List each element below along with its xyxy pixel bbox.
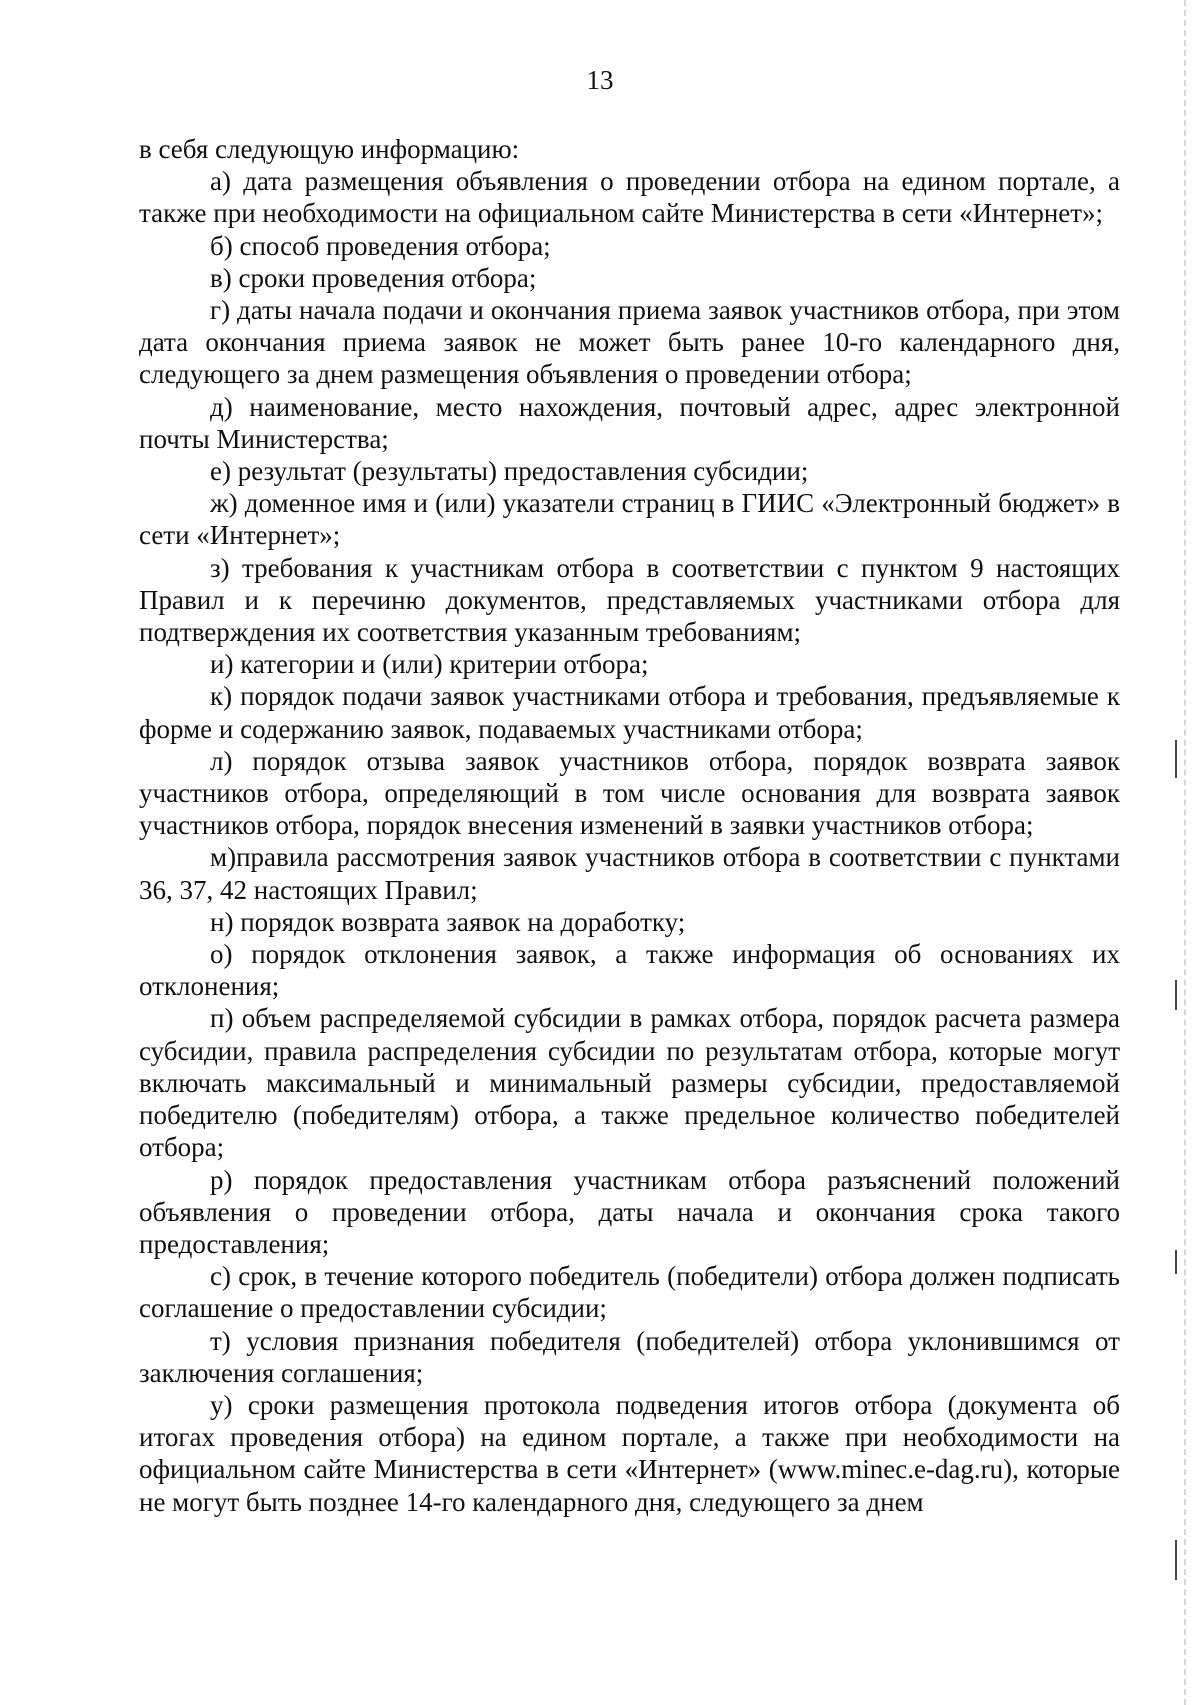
- document-paragraph: с) срок, в течение которого победитель (победители) отбора должен подписать соглашение о предоставлении субсидии;: [139, 1261, 1120, 1324]
- document-paragraph: т) условия признания победителя (победителей) отбора уклонившимся от заключения соглашения;: [139, 1325, 1120, 1388]
- page-number: 13: [586, 65, 614, 95]
- document-paragraph: н) порядок возврата заявок на доработку;: [210, 906, 686, 937]
- document-body: [139, 133, 1120, 1518]
- document-paragraph: б) способ проведения отбора;: [210, 230, 551, 261]
- document-paragraph: о) порядок отклонения заявок, а также информация об основаниях их отклонения;: [139, 939, 1120, 1002]
- document-paragraph: в себя следующую информацию:: [139, 134, 520, 164]
- document-paragraph: ж) доменное имя и (или) указатели страниц в ГИИС «Электронный бюджет» в сети «Интернет»;: [139, 488, 1120, 551]
- document-paragraph: к) порядок подачи заявок участниками отбора и требования, предъявляемые к форме и содержанию заявок, подаваемых участниками отбора;: [139, 681, 1120, 744]
- document-paragraph: е) результат (результаты) предоставления субсидии;: [210, 456, 809, 487]
- document-paragraph: п) объем распределяемой субсидии в рамках отбора, порядок расчета размера субсидии, правила распределения субсидии по результатам отбора, которые могут включать максимальный и минимальный размеры субсидии, предоставляемой победителю (победителям) отбора, а также предельное количество победителей отбора;: [139, 1003, 1120, 1163]
- document-paragraph: в) сроки проведения отбора;: [210, 262, 537, 293]
- scan-artifact-line: [1175, 740, 1177, 778]
- scan-artifact-line: [1175, 1250, 1177, 1274]
- document-paragraph: а) дата размещения объявления о проведении отбора на едином портале, а также при необходимости на официальном сайте Министерства в сети «Интернет»;: [139, 166, 1120, 229]
- scan-artifact-line: [1175, 980, 1177, 1010]
- document-paragraph: з) требования к участникам отбора в соответствии с пунктом 9 настоящих Правил и к перечиню документов, представляемых участниками отбора для подтверждения их соответствия указанным требованиям;: [139, 552, 1120, 648]
- document-paragraph: л) порядок отзыва заявок участников отбора, порядок возврата заявок участников отбора, определяющий в том числе основания для возврата заявок участников отбора, порядок внесения изменений в заявки участников отбора;: [139, 745, 1120, 841]
- document-paragraph: и) категории и (или) критерии отбора;: [210, 649, 649, 680]
- scan-edge-mark: [1183, 0, 1186, 1705]
- document-paragraph: р) порядок предоставления участникам отбора разъяснений положений объявления о проведении отбора, даты начала и окончания срока такого предоставления;: [139, 1164, 1120, 1259]
- document-paragraph: м)правила рассмотрения заявок участников отбора в соответствии с пунктами 36, 37, 42 настоящих Правил;: [139, 842, 1120, 905]
- document-paragraph: у) сроки размещения протокола подведения итогов отбора (документа об итогах проведения отбора) на едином портале, а также при необходимости на официальном сайте Министерства в сети «Интернет» (www.minec.e-dag.ru), которые не могут быть позднее 14-го календарного дня, следующего за днем: [139, 1389, 1120, 1517]
- document-paragraph: г) даты начала подачи и окончания приема заявок участников отбора, при этом дата окончания приема заявок не может быть ранее 10-го календарного дня, следующего за днем размещения объявления о проведении отбора;: [139, 295, 1120, 390]
- document-paragraph: д) наименование, место нахождения, почтовый адрес, адрес электронной почты Министерства;: [139, 391, 1120, 454]
- scan-artifact-line: [1175, 1540, 1177, 1580]
